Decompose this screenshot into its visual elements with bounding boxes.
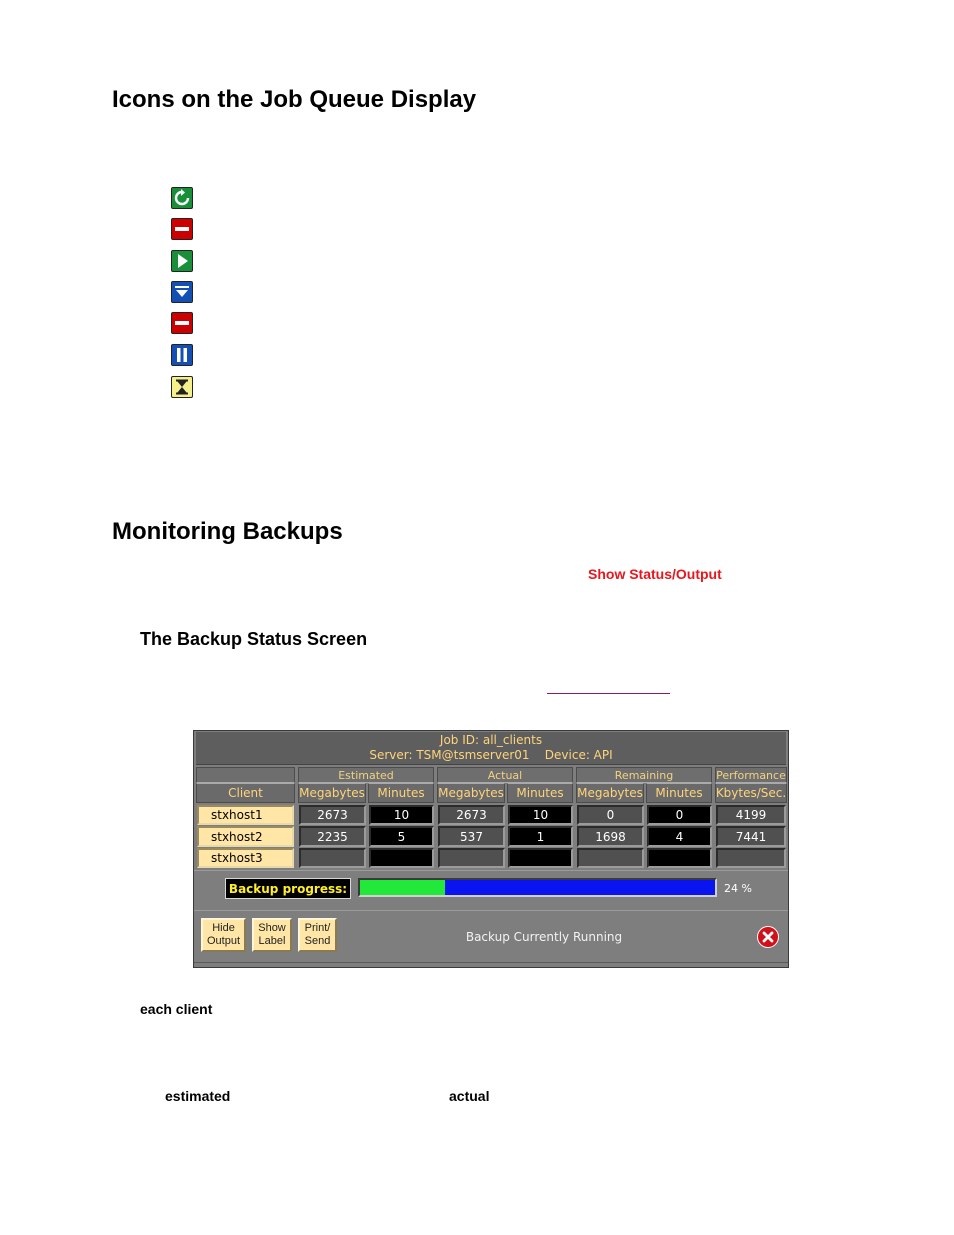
show-label-label-2: Label xyxy=(258,935,286,947)
table-cell xyxy=(577,848,644,868)
print-send-label-2: Send xyxy=(304,935,331,947)
backup-progress-label: Backup progress: xyxy=(225,878,351,899)
close-icon xyxy=(761,930,775,944)
job-header xyxy=(196,732,786,765)
backup-progress-fill xyxy=(360,880,445,895)
table-cell: 10 xyxy=(508,805,573,825)
job-id-text: Job ID: all_clients xyxy=(439,733,543,747)
print-send-label-1: Print/ xyxy=(304,922,331,934)
backup-status-screen-title: The Backup Status Screen xyxy=(140,629,368,649)
table-cell: 0 xyxy=(647,805,712,825)
column-header-est-minutes: Minutes xyxy=(368,783,434,803)
table-cell: 4 xyxy=(647,826,712,847)
table-cell xyxy=(438,848,505,868)
table-cell: 5 xyxy=(369,826,434,847)
divider xyxy=(194,910,788,911)
divider xyxy=(194,870,788,871)
icons-section-title: Icons on the Job Queue Display xyxy=(112,86,477,113)
column-header-client: Client xyxy=(196,783,295,803)
group-header-blank xyxy=(196,767,295,783)
play-icon xyxy=(171,250,193,272)
hide-output-button[interactable] xyxy=(201,918,246,952)
estimated-note: estimated xyxy=(165,1088,231,1104)
table-cell: 2673 xyxy=(299,805,366,825)
close-window-button[interactable] xyxy=(757,926,779,948)
group-header-actual: Actual xyxy=(437,767,573,783)
column-header-act-megabytes: Megabytes xyxy=(437,783,505,803)
table-cell: 0 xyxy=(577,805,644,825)
table-cell xyxy=(369,848,434,868)
show-label-button[interactable] xyxy=(252,918,292,952)
column-header-est-megabytes: Megabytes xyxy=(298,783,366,803)
show-status-output-link[interactable]: Show Status/Output xyxy=(588,566,722,582)
stop-icon xyxy=(171,312,193,334)
client-row-stxhost1[interactable]: stxhost1 xyxy=(197,805,294,825)
pause-icon xyxy=(171,344,193,366)
table-cell: 537 xyxy=(438,826,505,847)
hourglass-icon xyxy=(171,376,193,398)
hide-output-label-1: Hide xyxy=(212,922,235,934)
table-cell xyxy=(647,848,712,868)
table-cell xyxy=(299,848,366,868)
table-cell: 1698 xyxy=(577,826,644,847)
divider xyxy=(194,962,788,963)
column-header-rem-megabytes: Megabytes xyxy=(576,783,644,803)
column-header-act-minutes: Minutes xyxy=(507,783,573,803)
hyperlink-underline[interactable] xyxy=(547,693,670,694)
queued-down-icon xyxy=(171,281,193,303)
monitoring-section-title: Monitoring Backups xyxy=(112,518,343,545)
actual-note: actual xyxy=(449,1088,490,1104)
table-cell: 2673 xyxy=(438,805,505,825)
table-cell: 10 xyxy=(369,805,434,825)
each-client-note: each client xyxy=(140,1001,213,1017)
restart-icon xyxy=(171,187,193,209)
table-cell xyxy=(508,848,573,868)
backup-progress-bar xyxy=(358,878,717,897)
stop-icon xyxy=(171,218,193,240)
group-header-remaining: Remaining xyxy=(576,767,712,783)
table-cell: 4199 xyxy=(716,805,786,825)
progress-percent-text: 24 % xyxy=(724,881,752,895)
hide-output-label-2: Output xyxy=(206,935,241,947)
table-cell: 2235 xyxy=(299,826,366,847)
table-cell: 1 xyxy=(508,826,573,847)
table-cell xyxy=(716,848,786,868)
group-header-estimated: Estimated xyxy=(298,767,434,783)
column-header-rem-minutes: Minutes xyxy=(646,783,712,803)
print-send-button[interactable] xyxy=(298,918,337,952)
client-row-stxhost3[interactable]: stxhost3 xyxy=(197,848,294,868)
table-cell: 7441 xyxy=(716,826,786,847)
group-header-performance: Performance xyxy=(716,768,786,782)
backup-status-message: Backup Currently Running xyxy=(465,930,623,944)
column-header-kbytes-sec: Kbytes/Sec. xyxy=(715,783,787,803)
show-label-label-1: Show xyxy=(258,922,286,934)
server-device-text: Server: TSM@tsmserver01 Device: API xyxy=(369,748,613,762)
client-row-stxhost2[interactable]: stxhost2 xyxy=(197,826,294,847)
